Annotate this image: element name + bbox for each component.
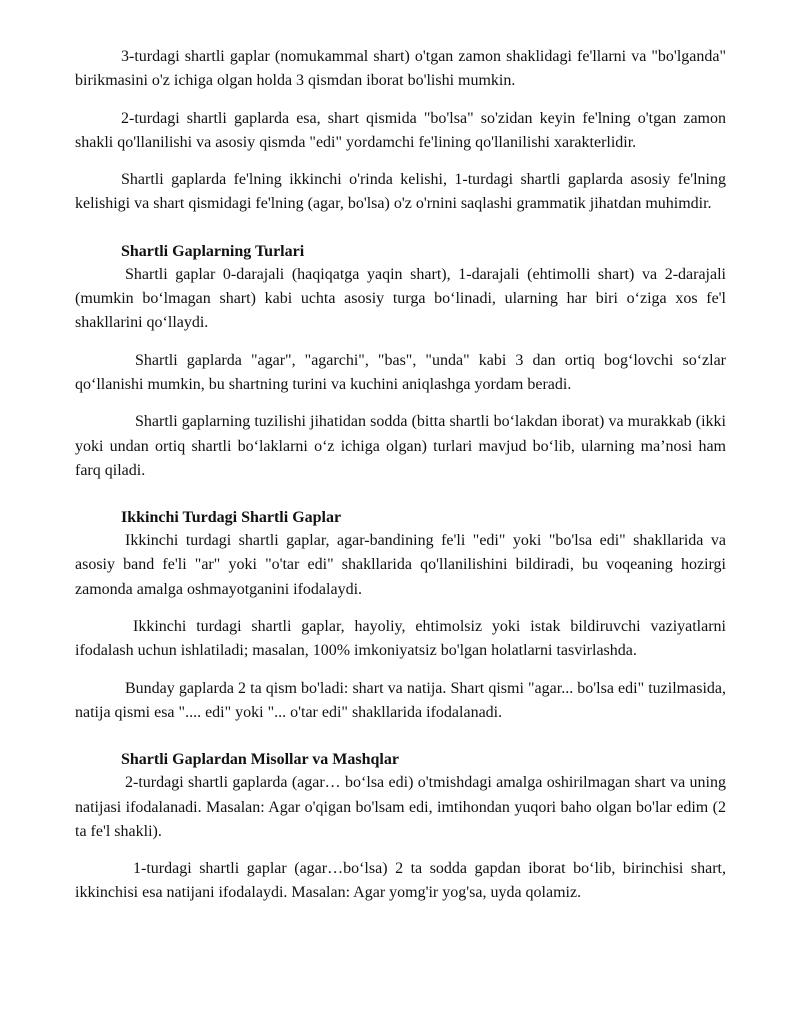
paragraph: 2-turdagi shartli gaplarda esa, shart qismida "bo'lsa" so'zidan keyin fe'lning o'tgan zamon shakli qo'llanilishi va asosiy qismda "edi" yordamchi fe'lining qo'llanilishi xarakterlidir. bbox=[75, 109, 726, 151]
section-heading: Shartli Gaplardan Misollar va Mashqlar bbox=[121, 751, 399, 769]
paragraph: 1-turdagi shartli gaplar (agar…bo‘lsa) 2 ta sodda gapdan iborat bo‘lib, birinchisi shart, ikkinchisi esa natijani ifodalaydi. Masalan: Agar yomg'ir yog'sa, uyda qolamiz. bbox=[75, 860, 726, 902]
document-page bbox=[75, 45, 726, 919]
paragraph: Shartli gaplarning tuzilishi jihatidan sodda (bitta shartli bo‘lakdan iborat) va murakkab (ikki yoki undan ortiq shartli bo‘laklarni o‘z ichiga olgan) turlari mavjud bo‘lib, ularning ma’nosi ham farq qiladi. bbox=[75, 413, 726, 479]
section-heading: Shartli Gaplarning Turlari bbox=[121, 242, 305, 260]
paragraph: Bunday gaplarda 2 ta qism bo'ladi: shart va natija. Shart qismi "agar... bo'lsa edi" tuzilmasida, natija qismi esa ".... edi" yoki "... o'tar edi" shakllarida ifodalanadi. bbox=[75, 679, 726, 721]
section-heading: Ikkinchi Turdagi Shartli Gaplar bbox=[121, 509, 342, 527]
paragraph: Ikkinchi turdagi shartli gaplar, hayoliy, ehtimolsiz yoki istak bildiruvchi vaziyatlarni ifodalash uchun ishlatiladi; masalan, 100% imkoniyatsiz bo'lgan holatlarni tasvirlashda. bbox=[75, 618, 726, 660]
paragraph: 2-turdagi shartli gaplarda (agar… bo‘lsa edi) o'tmishdagi amalga oshirilmagan shart va uning natijasi ifodalanadi. Masalan: Agar o'qigan bo'lsam edi, imtihondan yuqori baho olgan bo'lar edim (2 ta fe'l shakli). bbox=[75, 774, 726, 840]
paragraph: Shartli gaplar 0-darajali (haqiqatga yaqin shart), 1-darajali (ehtimolli shart) va 2-darajali (mumkin bo‘lmagan shart) kabi uchta asosiy turga bo‘linadi, ularning har biri o‘ziga xos fe'l shakllarini qo‘llaydi. bbox=[75, 265, 726, 332]
paragraph: 3-turdagi shartli gaplar (nomukammal shart) o'tgan zamon shaklidagi fe'llarni va "bo'lganda" birikmasini o'z ichiga olgan holda 3 qismdan iborat bo'lishi mumkin. bbox=[75, 48, 726, 90]
paragraph: Ikkinchi turdagi shartli gaplar, agar-bandining fe'li "edi" yoki "bo'lsa edi" shakllarida va asosiy band fe'li "ar" yoki "o'tar edi" shakllarida qo'llanilishini bildiradi, bu voqeaning hozirgi zamonda amalga oshmayotganini ifodalaydi. bbox=[75, 532, 726, 598]
paragraph: Shartli gaplarda "agar", "agarchi", "bas", "unda" kabi 3 dan ortiq bog‘lovchi so‘zlar qo‘llanishi mumkin, bu shartning turini va kuchini aniqlashga yordam beradi. bbox=[75, 351, 726, 393]
paragraph: Shartli gaplarda fe'lning ikkinchi o'rinda kelishi, 1-turdagi shartli gaplarda asosiy fe'lning kelishigi va shart qismidagi fe'lning (agar, bo'lsa) o'z o'rnini saqlashi grammatik jihatdan muhimdir. bbox=[75, 171, 726, 213]
